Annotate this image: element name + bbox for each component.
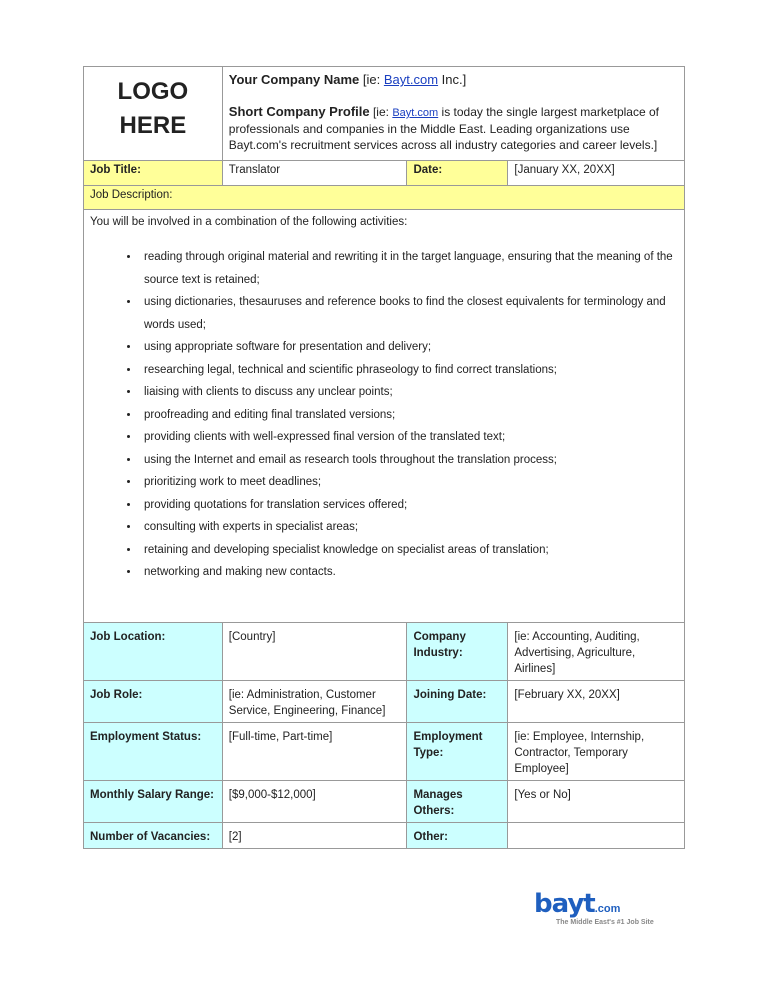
detail-row [84,623,685,681]
date-label: Date: [407,161,508,186]
detail-label: Manages Others: [407,781,508,823]
detail-value[interactable]: [ie: Accounting, Auditing, Advertising, Agriculture, Airlines] [508,623,685,681]
activity-item: • using dictionaries, thesauruses and reference books to find the closest equivalents for terminology and words used; [140,291,678,336]
job-title-label: Job Title: [84,161,223,186]
description-intro: You will be involved in a combination of the following activities: [90,216,408,228]
job-title-value[interactable]: Translator [222,161,407,186]
job-description-body [84,210,685,623]
detail-label: Employment Status: [84,723,223,781]
detail-label: Job Role: [84,681,223,723]
company-profile: Short Company Profile [ie: Bayt.com is today the single largest marketplace of professionals and companies in the Middle East. Leading organizations use Bayt.com's recruitment services across all industry categories and career levels.] [228,104,659,152]
detail-value[interactable]: [February XX, 20XX] [508,681,685,723]
bayt-logo [534,889,674,926]
activity-item: • reading through original material and rewriting it in the target language, ensuring that the meaning of the source text is retained; [140,246,678,291]
detail-value[interactable]: [ie: Employee, Internship, Contractor, Temporary Employee] [508,723,685,781]
detail-value[interactable]: [2] [222,823,407,849]
job-description-form [83,66,685,849]
activity-item: • proofreading and editing final translated versions; [140,404,678,427]
company-link[interactable]: Bayt.com [383,72,439,87]
detail-label: Company Industry: [407,623,508,681]
activity-item: • networking and making new contacts. [140,561,678,584]
detail-label: Job Location: [84,623,223,681]
activity-item: • providing clients with well-expressed final version of the translated text; [140,426,678,449]
activity-item: • researching legal, technical and scientific phraseology to find correct translations; [140,359,678,382]
logo-placeholder [84,67,223,161]
detail-row [84,823,685,849]
company-info [222,67,684,161]
activity-item: • retaining and developing specialist knowledge on specialist areas of translation; [140,539,678,562]
brand-suffix: .com [594,903,621,915]
date-value[interactable]: [January XX, 20XX] [508,161,685,186]
brand-wordmark: bayt [534,889,595,919]
detail-label: Number of Vacancies: [84,823,223,849]
logo-text: LOGO [117,78,189,105]
activity-item: • prioritizing work to meet deadlines; [140,471,678,494]
detail-label: Employment Type: [407,723,508,781]
detail-value[interactable]: [$9,000-$12,000] [222,781,407,823]
detail-row [84,681,685,723]
activity-list [90,246,678,584]
activity-item: • consulting with experts in specialist areas; [140,516,678,539]
detail-value[interactable]: [Yes or No] [508,781,685,823]
brand-tagline: The Middle East's #1 Job Site [556,919,654,926]
detail-row [84,723,685,781]
company-name: Your Company Name [ie: Bayt.com Inc.] [228,72,467,87]
activity-item: • using the Internet and email as research tools throughout the translation process; [140,449,678,472]
job-description-label: Job Description: [84,186,685,210]
detail-value[interactable] [508,823,685,849]
activity-item: • liaising with clients to discuss any unclear points; [140,381,678,404]
detail-row [84,781,685,823]
logo-text: HERE [119,112,187,139]
profile-link[interactable]: Bayt.com [392,107,439,119]
detail-label: Other: [407,823,508,849]
activity-item: • using appropriate software for presentation and delivery; [140,336,678,359]
detail-label: Monthly Salary Range: [84,781,223,823]
detail-value[interactable]: [Country] [222,623,407,681]
detail-value[interactable]: [ie: Administration, Customer Service, Engineering, Finance] [222,681,407,723]
activity-item: • providing quotations for translation services offered; [140,494,678,517]
detail-value[interactable]: [Full-time, Part-time] [222,723,407,781]
detail-label: Joining Date: [407,681,508,723]
